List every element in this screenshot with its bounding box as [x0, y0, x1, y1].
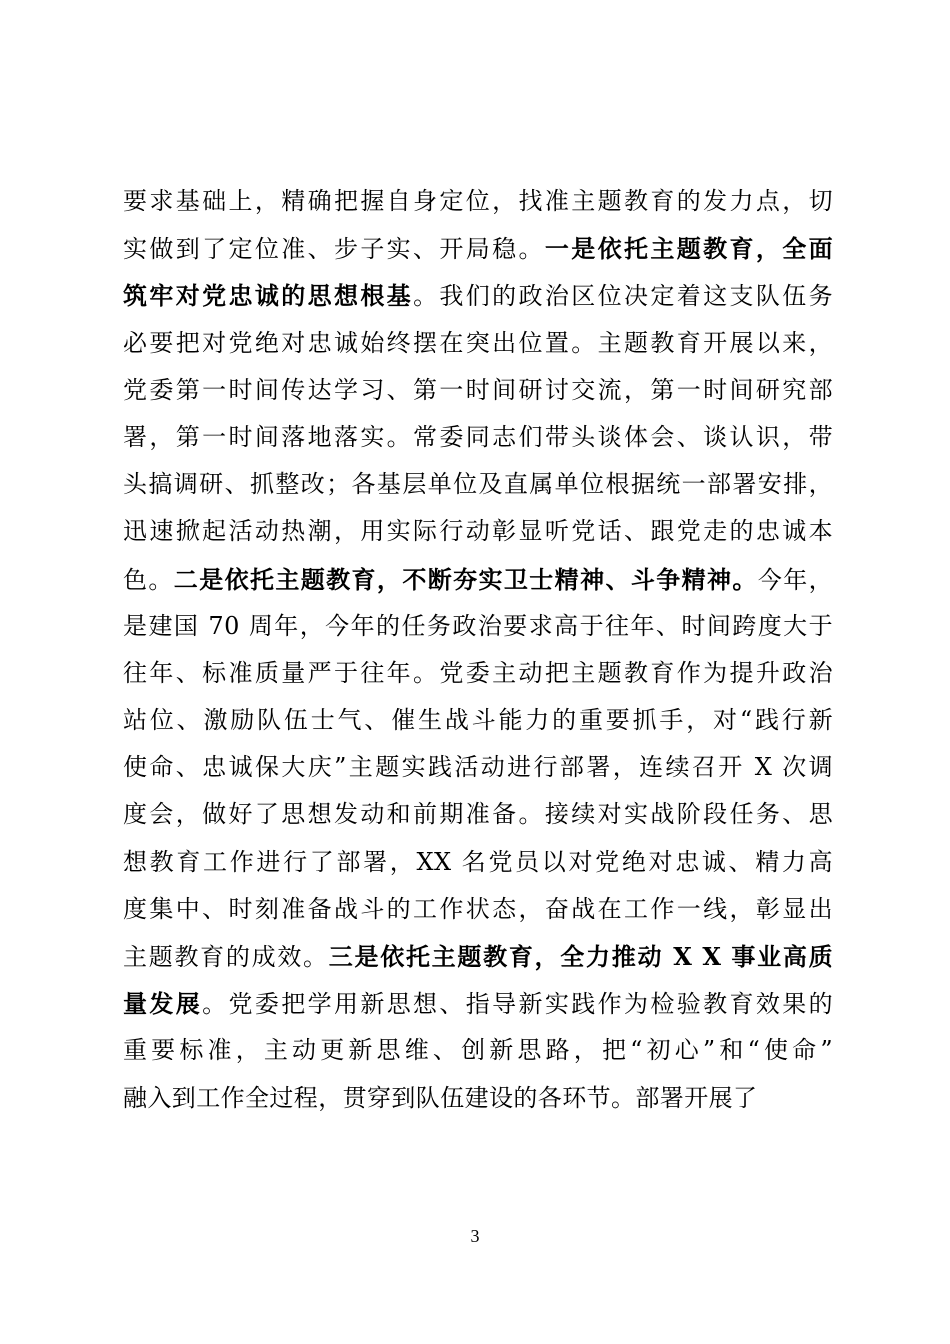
text-line	[123, 603, 833, 650]
text-segment: 。我们的政治区位决定着这支队伍务	[413, 282, 833, 311]
text-line	[123, 886, 833, 933]
text-line	[123, 272, 833, 319]
text-line	[123, 1027, 833, 1074]
text-line	[123, 367, 833, 414]
text-line	[123, 178, 833, 225]
text-line	[123, 744, 833, 791]
text-line	[123, 414, 833, 461]
text-line	[123, 650, 833, 697]
text-line	[123, 933, 833, 980]
bold-text-segment: 一是依托主题教育，全面	[544, 234, 833, 264]
body-text	[123, 178, 833, 1122]
text-segment: 要求基础上，精确把握自身定位，找准主题教育的发力点，切	[123, 187, 833, 215]
bold-text-segment: 筑牢对党忠诚的思想根基	[123, 281, 414, 311]
text-segment: 想教育工作进行了部署，XX 名党员以对党绝对忠诚、精力高	[123, 847, 833, 876]
text-line	[123, 556, 833, 603]
page-number: 3	[470, 1226, 480, 1246]
text-segment: 党委第一时间传达学习、第一时间研讨交流，第一时间研究部	[123, 375, 833, 404]
bold-text-segment: 量发展	[123, 989, 203, 1019]
text-segment: 色。	[123, 565, 174, 594]
text-segment: 站位、激励队伍士气、催生战斗能力的重要抓手，对“践行新	[123, 706, 833, 735]
text-segment: 头搞调研、抓整改；各基层单位及直属单位根据统一部署安排，	[123, 470, 833, 499]
text-line	[123, 508, 833, 555]
text-segment: 使命、忠诚保大庆”主题实践活动进行部署，连续召开 X 次调	[123, 753, 833, 782]
text-segment: 重要标准，主动更新思维、创新思路，把“初心”和“使命”	[123, 1036, 833, 1065]
text-segment: 实做到了定位准、步子实、开局稳。	[123, 235, 545, 264]
text-line	[123, 791, 833, 838]
text-line	[123, 320, 833, 367]
bold-text-segment: 三是依托主题教育，全力推动 X X 事业高质	[328, 942, 834, 971]
text-segment: 必要把对党绝对忠诚始终摆在突出位置。主题教育开展以来，	[123, 328, 833, 357]
bold-text-segment: 二是依托主题教育，不断夯实卫士精神、斗争精神。	[173, 564, 758, 594]
text-line	[123, 461, 833, 508]
text-line	[123, 697, 833, 744]
text-line	[123, 839, 833, 886]
text-segment: 往年、标准质量严于往年。党委主动把主题教育作为提升政治	[123, 658, 833, 687]
text-segment: 迅速掀起活动热潮，用实际行动彰显听党话、跟党走的忠诚本	[123, 517, 833, 546]
text-segment: 。党委把学用新思想、指导新实践作为检验教育效果的	[202, 990, 833, 1019]
text-segment: 今年，	[757, 565, 833, 594]
text-segment: 署，第一时间落地落实。常委同志们带头谈体会、谈认识，带	[123, 422, 833, 451]
text-line	[123, 225, 833, 272]
text-segment: 度集中、时刻准备战斗的工作状态，奋战在工作一线，彰显出	[123, 894, 833, 923]
text-segment: 度会，做好了思想发动和前期准备。接续对实战阶段任务、思	[123, 800, 833, 829]
text-segment: 融入到工作全过程，贯穿到队伍建设的各环节。部署开展了	[123, 1083, 758, 1112]
text-line	[123, 1075, 833, 1122]
text-line	[123, 980, 833, 1027]
text-segment: 主题教育的成效。	[123, 943, 329, 971]
text-segment: 是建国 70 周年，今年的任务政治要求高于往年、时间跨度大于	[123, 611, 833, 640]
